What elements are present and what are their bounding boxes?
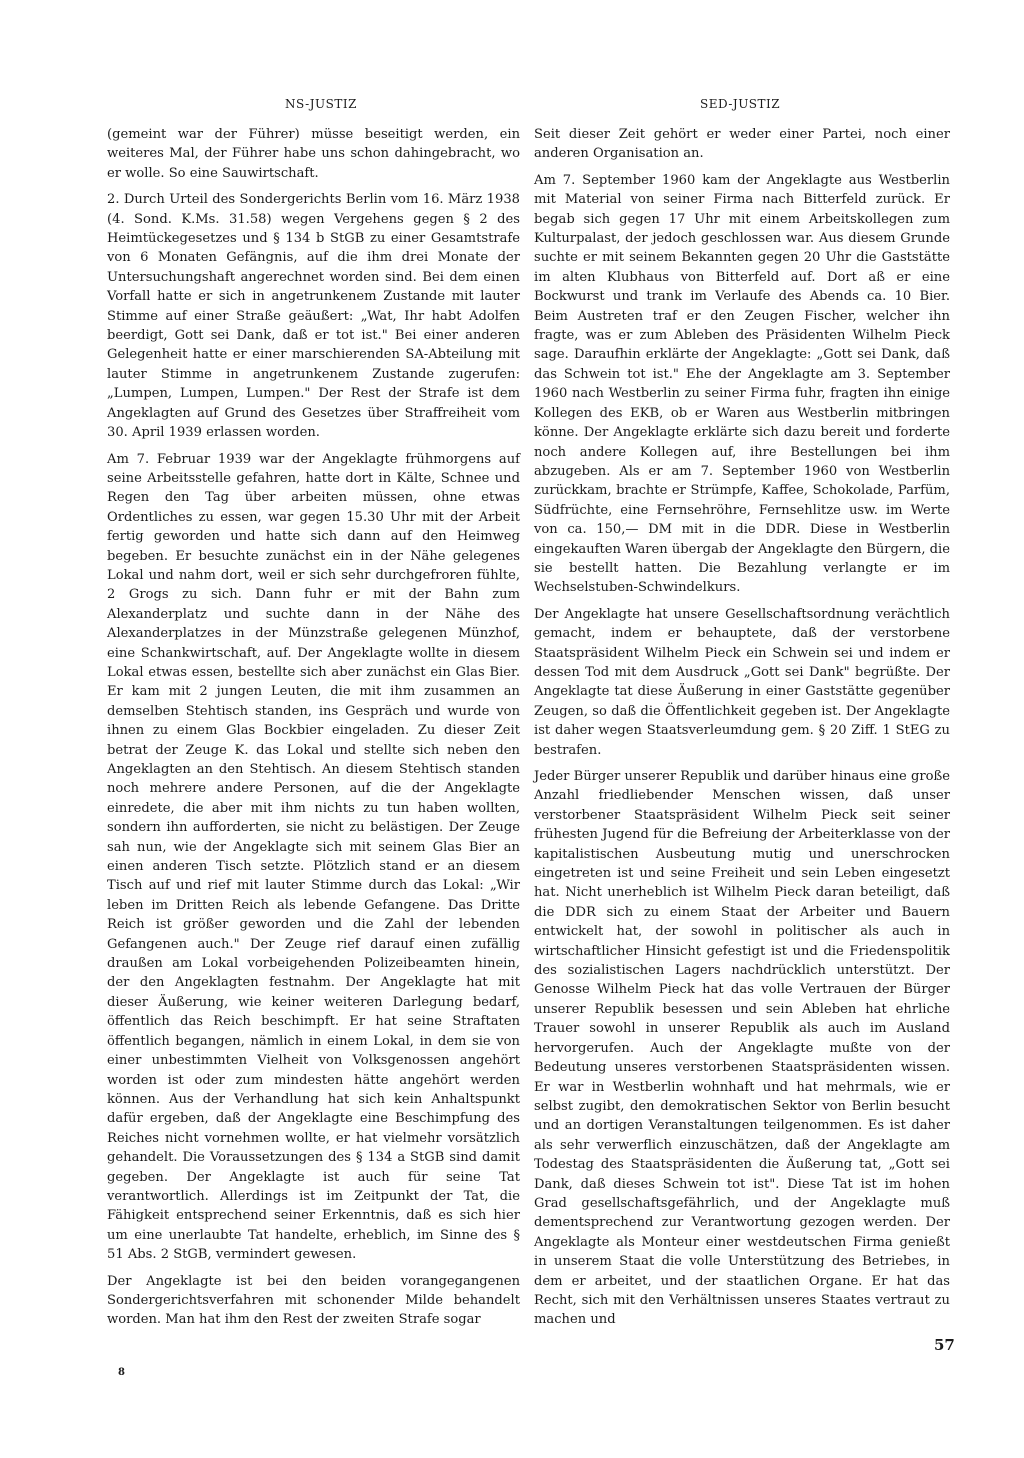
- paragraph: Der Angeklagte ist bei den beiden vorangegangenen Sondergerichtsverfahren mit schonender Milde behandelt worden. Man hat ihm den Rest der zweiten Strafe sogar: [107, 1273, 520, 1328]
- right-column: [534, 125, 950, 1330]
- paragraph: Seit dieser Zeit gehört er weder einer Partei, noch einer anderen Organisation an.: [534, 127, 950, 162]
- paragraph: Der Angeklagte hat unsere Gesellschaftsordnung verächtlich gemacht, indem er behauptete, daß der verstorbene Staatspräsident Wilhelm Pieck ein Schwein sei und indem er dessen Tod mit dem Ausdruck „Gott sei Dank" begrüßte. Der Angeklagte tat diese Äußerung in einer Gaststätte gegenüber Zeugen, so daß die Öffentlichkeit gegeben ist. Der Angeklagte ist daher wegen Staatsverleumdung gem. § 20 Ziff. 1 StEG zu bestrafen.: [534, 606, 950, 758]
- paragraph: Jeder Bürger unserer Republik und darüber hinaus eine große Anzahl friedliebender Menschen wissen, daß unser verstorbener Staatspräsident Wilhelm Pieck seit seiner frühesten Jugend für die Befreiung der Arbeiterklasse von der kapitalistischen Ausbeutung mutig und unerschrocken eingetreten ist und seine Freiheit und sein Leben eingesetzt hat. Nicht unerheblich ist Wilhelm Pieck daran beteiligt, daß die DDR sich zu einem Staat der Arbeiter und Bauern entwickelt hat, der sowohl in politischer als auch in wirtschaftlicher Hinsicht gefestigt ist und die Friedenspolitik des sozialistischen Lagers nachdrücklich unterstützt. Der Genosse Wilhelm Pieck hat das volle Vertrauen der Bürger unserer Republik besessen und sein Ableben hat ehrliche Trauer sowohl in unserer Republik als auch im Ausland hervorgerufen. Auch der Angeklagte mußte von der Bedeutung unseres verstorbenen Staatspräsidenten wissen. Er war in Westberlin wohnhaft und hat mehrmals, wie er selbst zugibt, den demokratischen Sektor von Berlin besucht und an dortigen Veranstaltungen teilgenommen. Es ist daher als sehr verwerflich einzuschätzen, daß der Angeklagte am Todestag des Staatspräsidenten die Äußerung tat, „Gott sei Dank, daß dieses Schwein tot ist". Diese Tat ist im hohen Grad gesellschaftsgefährlich, und der Angeklagte muß dementsprechend zur Verantwortung gezogen werden. Der Angeklagte als Monteur einer westdeutschen Firma genießt in unserem Staat die volle Unterstützung des Betriebes, in dem er arbeitet, und der staatlichen Organe. Er hat das Recht, sich mit den Verhältnissen unseres Staates vertraut zu machen und: [534, 769, 950, 1328]
- left-column: [107, 125, 520, 1330]
- paragraph: 2. Durch Urteil des Sondergerichts Berlin vom 16. März 1938 (4. Sond. K.Ms. 31.58) wegen Vergehens gegen § 2 des Heimtückegesetzes und § 134 b StGB zu einer Gesamtstrafe von 6 Monaten Gefängnis, auf die ihm drei Monate der Untersuchungshaft angerechnet worden sind. Bei dem einen Vorfall hatte er sich in angetrunkenem Zustande mit lauter Stimme auf einer Straße geäußert: „Wat, Ihr habt Adolfen beerdigt, Gott sei Dank, daß er tot ist." Bei einer anderen Gelegenheit hatte er einer marschierenden SA-Abteilung mit lauter Stimme in angetrunkenem Zustande zugerufen: „Lumpen, Lumpen, Lumpen." Der Rest der Strafe ist dem Angeklagten auf Grund des Gesetzes über Straffreiheit vom 30. April 1939 erlassen worden.: [107, 192, 520, 441]
- page-number: 57: [934, 1336, 955, 1354]
- running-header-right: SED-JUSTIZ: [700, 97, 781, 111]
- paragraph: Am 7. September 1960 kam der Angeklagte aus Westberlin mit Material von seiner Firma nach Bitterfeld zurück. Er begab sich gegen 17 Uhr mit einem Arbeitskollegen zum Kulturpalast, der jedoch geschlossen war. Aus diesem Grunde suchte er mit seinem Bekannten gegen 20 Uhr die Gaststätte im alten Klubhaus von Bitterfeld auf. Dort aß er eine Bockwurst und trank im Verlaufe des Abends ca. 10 Bier. Beim Austreten traf er den Zeugen Fischer, welcher ihn fragte, was er zum Ableben des Präsidenten Wilhelm Pieck sage. Daraufhin erklärte der Angeklagte: „Gott sei Dank, daß das Schwein tot ist." Ehe der Angeklagte am 3. September 1960 nach Westberlin zu seiner Firma fuhr, fragten ihn einige Kollegen des EKB, ob er Waren aus Westberlin mitbringen könne. Der Angeklagte erklärte sich dazu bereit und forderte noch andere Kollegen auf, ihre Bestellungen bei ihm abzugeben. Als er am 7. September 1960 von Westberlin zurückkam, brachte er Strümpfe, Kaffee, Schokolade, Parfüm, Südfrüchte, eine Fernsehröhre, Fernsehlitze usw. im Werte von ca. 150,— DM mit in die DDR. Diese in Westberlin eingekauften Waren übergab der Angeklagte den Bürgern, die sie bestellt hatten. Die Bezahlung verlangte er im Wechselstuben-Schwindelkurs.: [534, 172, 950, 596]
- paragraph: (gemeint war der Führer) müsse beseitigt werden, ein weiteres Mal, der Führer habe uns schon dahingebracht, wo er wolle. So eine Sauwirtschaft.: [107, 127, 520, 181]
- running-header-left: NS-JUSTIZ: [285, 97, 357, 111]
- signature-mark: 8: [118, 1367, 125, 1378]
- paragraph: Am 7. Februar 1939 war der Angeklagte frühmorgens auf seine Arbeitsstelle gefahren, hatte dort in Kälte, Schnee und Regen den Tag über arbeiten müssen, ohne etwas Ordentliches zu essen, war gegen 15.30 Uhr mit der Arbeit fertig geworden und hatte sich dann auf den Heimweg begeben. Er besuchte zunächst ein in der Nähe gelegenes Lokal und nahm dort, weil er sich sehr durchgefroren fühlte, 2 Grogs zu sich. Dann fuhr er mit der Bahn zum Alexanderplatz und suchte dann in der Nähe des Alexanderplatzes in der Münzstraße gelegenen Münzhof, eine Schankwirtschaft, auf. Der Angeklagte wollte in diesem Lokal etwas essen, bestellte sich aber zunächst ein Glas Bier. Er kam mit 2 jungen Leuten, die mit ihm zusammen an demselben Stehtisch standen, ins Gespräch und wurde von ihnen zu einem Glas Bockbier eingeladen. Zu dieser Zeit betrat der Zeuge K. das Lokal und stellte sich neben den Angeklagten an den Stehtisch. An diesem Stehtisch standen noch mehrere andere Personen, auf die der Angeklagte einredete, die aber mit ihm nichts zu tun haben wollten, sondern ihn aufforderten, sie nicht zu belästigen. Der Zeuge sah nun, wie der Angeklagte sich mit seinem Glas Bier an einen anderen Tisch setzte. Plötzlich stand er an diesem Tisch auf und rief mit lauter Stimme durch das Lokal: „Wir leben im Dritten Reich als lebende Gefangene. Das Dritte Reich ist größer geworden und die Zahl der lebenden Gefangenen auch." Der Zeuge rief darauf einen zufällig draußen am Lokal vorbeigehenden Polizeibeamten hinein, der den Angeklagten festnahm. Der Angeklagte hat mit dieser Äußerung, wie keiner weiteren Darlegung bedarf, öffentlich das Reich beschimpft. Er hat seine Straftaten öffentlich begangen, nämlich in einem Lokal, in dem sie von einer unbestimmten Vielheit von Volksgenossen angehört worden ist oder zum mindesten hätte angehört werden können. Aus der Verhandlung hat sich kein Anhaltspunkt dafür ergeben, daß der Angeklagte eine Beschimpfung des Reiches nicht vornehmen wollte, er hat vielmehr vorsätzlich gehandelt. Die Voraussetzungen des § 134 a StGB sind damit gegeben. Der Angeklagte ist auch für seine Tat verantwortlich. Allerdings ist im Zeitpunkt der Tat, die Fähigkeit entsprechend seiner Erkenntnis, daß es sich hier um eine unerlaubte Tat handelte, erheblich, im Sinne des § 51 Abs. 2 StGB, vermindert gewesen.: [107, 451, 520, 1263]
